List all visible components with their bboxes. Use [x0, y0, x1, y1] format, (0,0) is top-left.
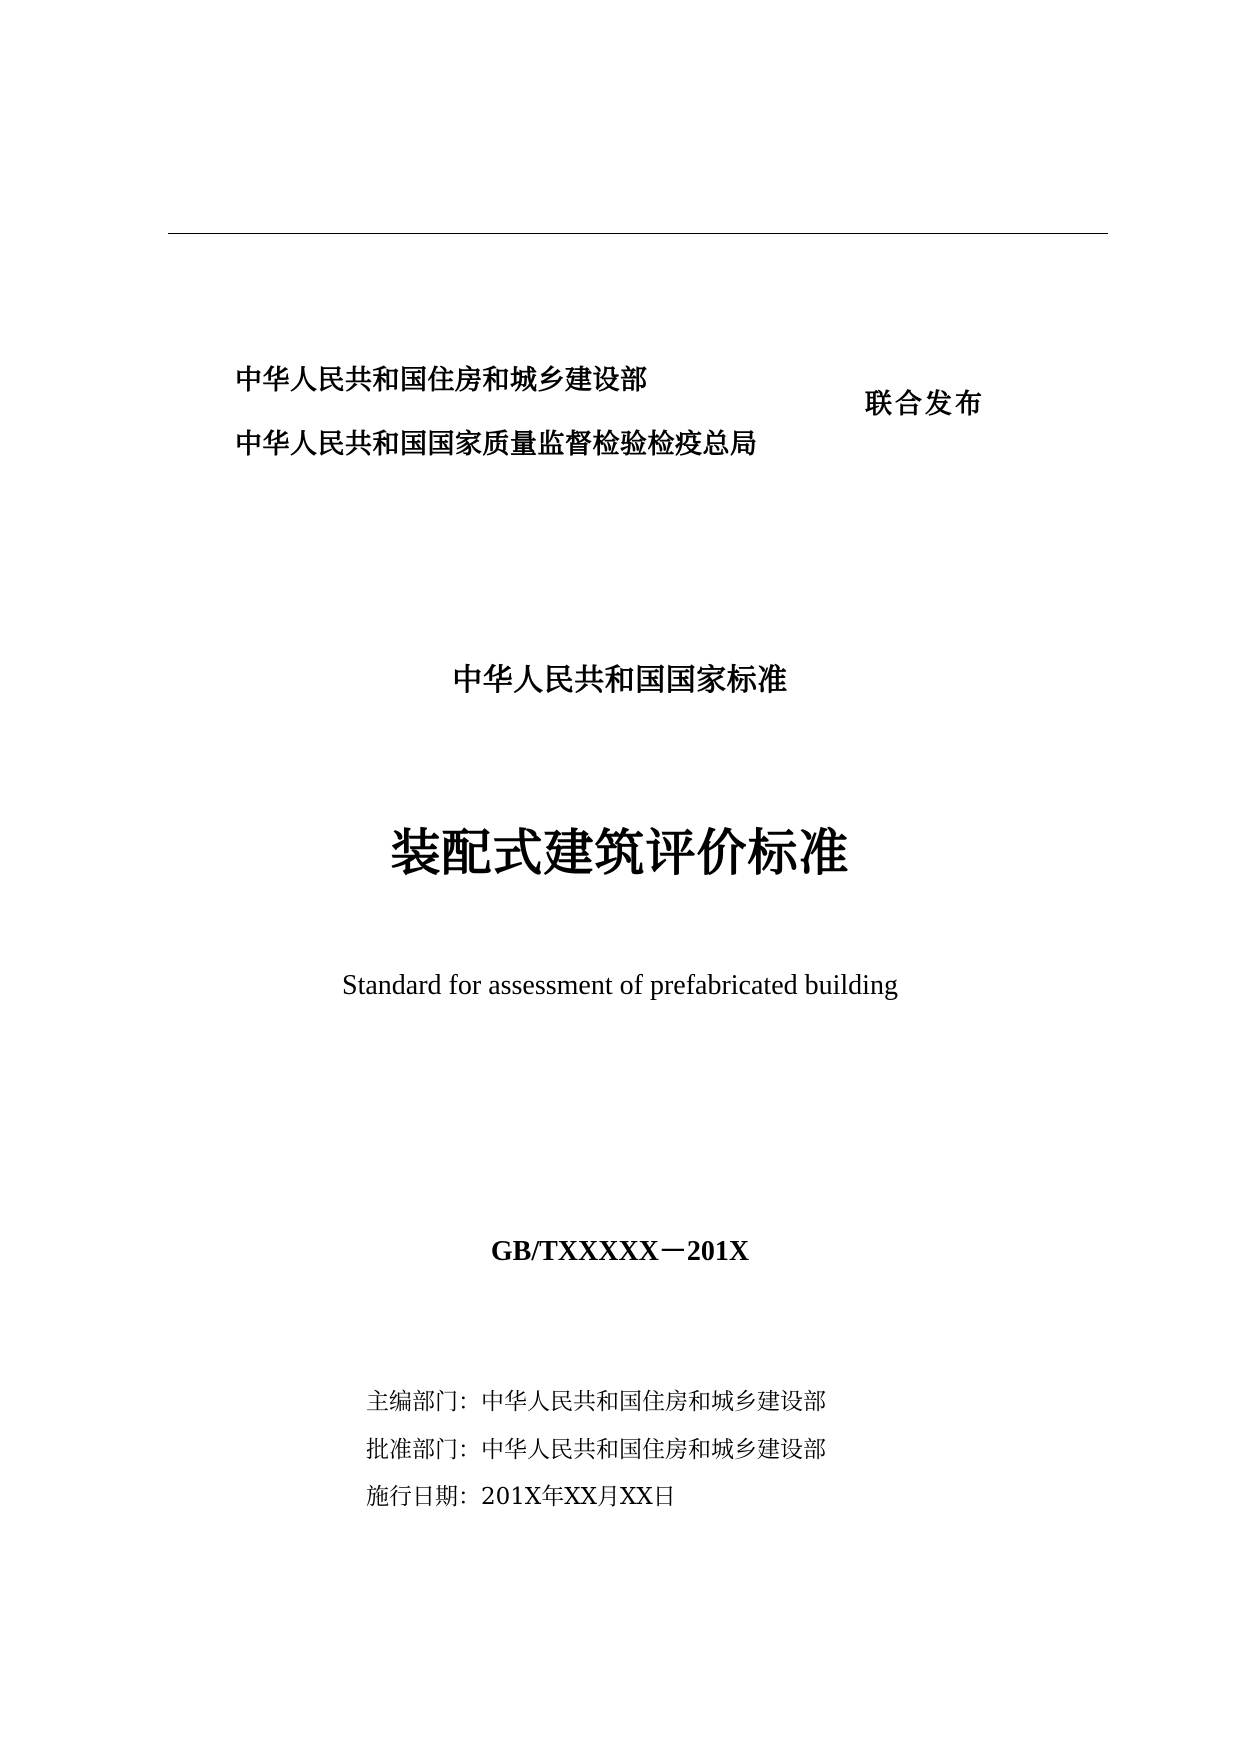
header-rule [168, 233, 1108, 234]
issuer-ministry-housing: 中华人民共和国住房和城乡建设部 [235, 365, 648, 396]
standard-code: GB/TXXXXX－201X [490, 1236, 750, 1267]
national-standard-heading: 中华人民共和国国家标准 [452, 663, 788, 698]
joint-release-label: 联合发布 [865, 389, 985, 420]
issuer-quality-supervision: 中华人民共和国国家质量监督检验检疫总局 [235, 429, 758, 460]
approval-department: 批准部门：中华人民共和国住房和城乡建设部 [366, 1437, 826, 1463]
chief-editor-department: 主编部门：中华人民共和国住房和城乡建设部 [366, 1389, 826, 1415]
document-title: 装配式建筑评价标准 [390, 823, 850, 882]
document-title-english: Standard for assessment of prefabricated building [342, 970, 898, 1001]
effective-date: 施行日期：201X年XX月XX日 [366, 1484, 676, 1510]
